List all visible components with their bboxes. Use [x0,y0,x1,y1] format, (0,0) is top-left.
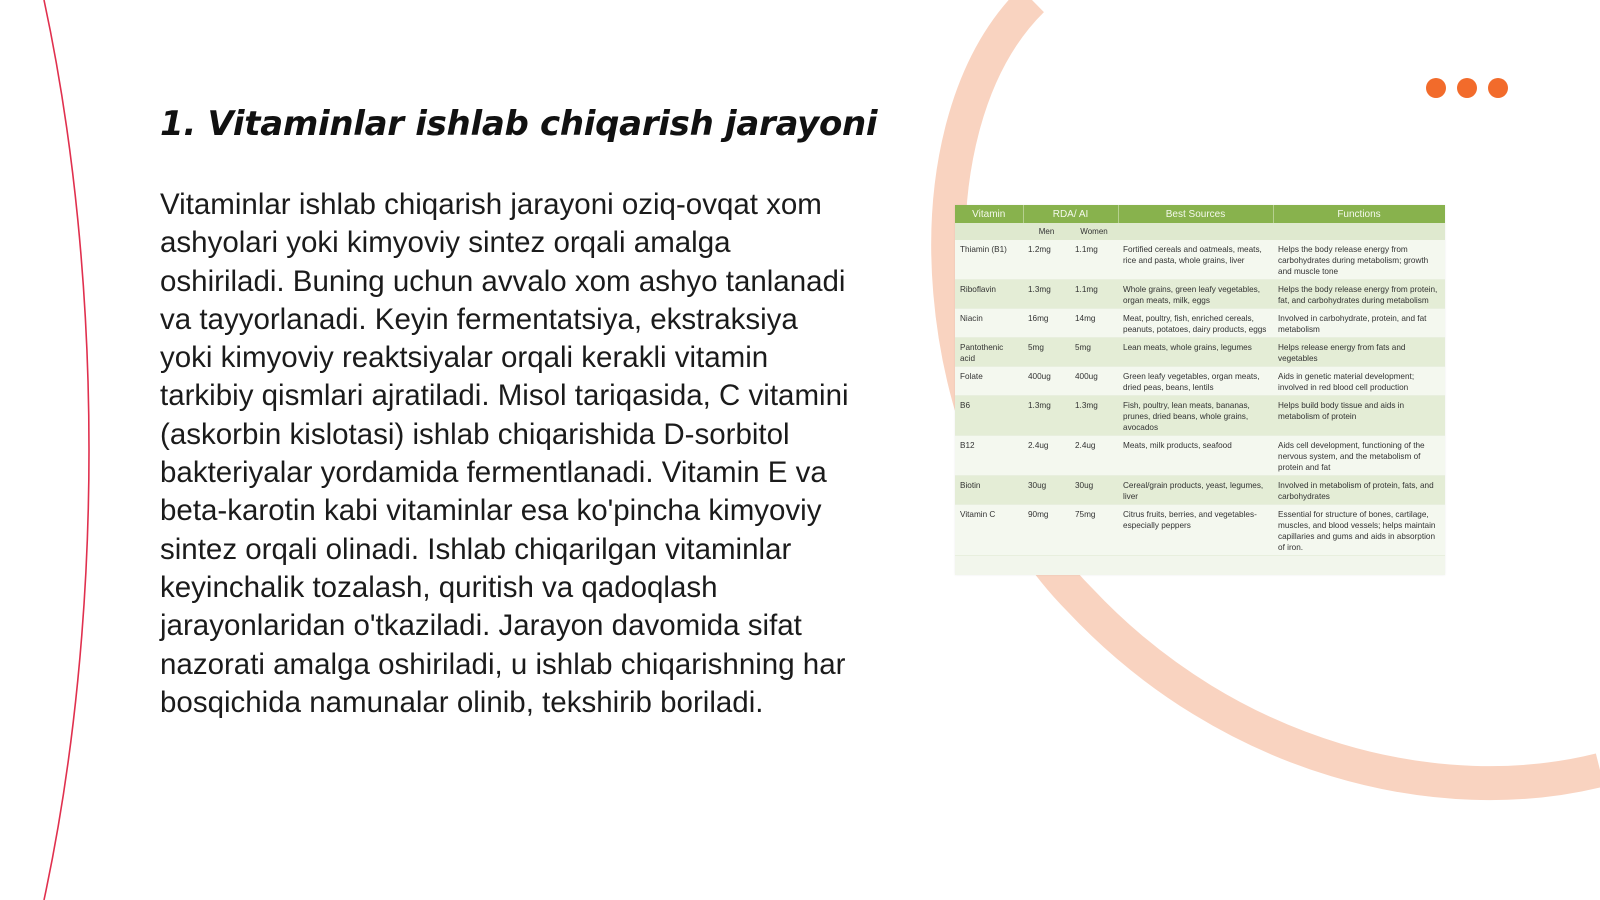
cell-sources: Fish, poultry, lean meats, bananas, prunes, dried beans, whole grains, avocados [1118,396,1273,436]
cell-functions: Helps the body release energy from carbohydrates during metabolism; growth and muscle tone [1273,240,1445,280]
orange-dot [1426,78,1446,98]
table-row [955,280,1445,309]
table-subheader-row [955,223,1445,240]
cell-sources: Whole grains, green leafy vegetables, organ meats, milk, eggs [1118,280,1273,309]
cell-sources: Green leafy vegetables, organ meats, dried peas, beans, lentils [1118,367,1273,396]
cell-functions: Involved in metabolism of protein, fats, and carbohydrates [1273,476,1445,505]
subheader-empty [1118,223,1273,240]
table-row [955,367,1445,396]
dots-decoration [1426,78,1508,98]
cell-sources: Lean meats, whole grains, legumes [1118,338,1273,367]
cell-functions: Aids in genetic material development; involved in red blood cell production [1273,367,1445,396]
slide-title: 1. Vitaminlar ishlab chiqarish jarayoni [160,104,878,144]
cell-women: 5mg [1070,338,1118,367]
cell-women: 2.4ug [1070,436,1118,476]
cell-vitamin: Pantothenic acid [955,338,1023,367]
cell-sources: Cereal/grain products, yeast, legumes, liver [1118,476,1273,505]
cell-women: 1.1mg [1070,280,1118,309]
cell-women: 14mg [1070,309,1118,338]
table-row [955,396,1445,436]
cell-men: 400ug [1023,367,1070,396]
column-header-vitamin: Vitamin [955,205,1023,223]
cell-sources: Meat, poultry, fish, enriched cereals, peanuts, potatoes, dairy products, eggs [1118,309,1273,338]
column-header-rda: RDA/ AI [1023,205,1118,223]
table-row [955,240,1445,280]
table-row [955,436,1445,476]
table-row [955,505,1445,556]
cell-vitamin: Niacin [955,309,1023,338]
cell-women: 1.1mg [1070,240,1118,280]
cell-vitamin: Thiamin (B1) [955,240,1023,280]
column-header-functions: Functions [1273,205,1445,223]
cell-vitamin: Folate [955,367,1023,396]
cell-sources: Citrus fruits, berries, and vegetables- especially peppers [1118,505,1273,556]
cell-sources: Meats, milk products, seafood [1118,436,1273,476]
left-red-curve [44,0,89,900]
cell-women: 1.3mg [1070,396,1118,436]
cell-sources: Fortified cereals and oatmeals, meats, rice and pasta, whole grains, liver [1118,240,1273,280]
cell-women: 400ug [1070,367,1118,396]
cell-functions: Essential for structure of bones, cartilage, muscles, and blood vessels; helps maintain capillaries and gums and aids in absorption of iron. [1273,505,1445,556]
cell-men: 1.3mg [1023,280,1070,309]
column-header-sources: Best Sources [1118,205,1273,223]
vitamin-table [955,205,1445,556]
cell-vitamin: B6 [955,396,1023,436]
cell-functions: Aids cell development, functioning of the nervous system, and the metabolism of protein and fat [1273,436,1445,476]
cell-men: 2.4ug [1023,436,1070,476]
cell-men: 16mg [1023,309,1070,338]
cell-vitamin: B12 [955,436,1023,476]
cell-functions: Helps the body release energy from protein, fat, and carbohydrates during metabolism [1273,280,1445,309]
cell-vitamin: Biotin [955,476,1023,505]
cell-functions: Helps build body tissue and aids in metabolism of protein [1273,396,1445,436]
table-row [955,309,1445,338]
cell-functions: Helps release energy from fats and vegetables [1273,338,1445,367]
cell-functions: Involved in carbohydrate, protein, and fat metabolism [1273,309,1445,338]
subheader-empty [1273,223,1445,240]
cell-men: 1.3mg [1023,396,1070,436]
cell-men: 30ug [1023,476,1070,505]
orange-dot [1457,78,1477,98]
cell-vitamin: Vitamin C [955,505,1023,556]
table-row [955,338,1445,367]
table-body [955,240,1445,556]
subheader-empty [955,223,1023,240]
cell-men: 1.2mg [1023,240,1070,280]
cell-men: 5mg [1023,338,1070,367]
vitamin-table-image [955,205,1445,575]
subheader-women: Women [1070,223,1118,240]
orange-dot [1488,78,1508,98]
table-row [955,476,1445,505]
cell-women: 30ug [1070,476,1118,505]
cell-men: 90mg [1023,505,1070,556]
slide-body-text: Vitaminlar ishlab chiqarish jarayoni oziq-ovqat xom ashyolari yoki kimyoviy sintez orqali amalga oshiriladi. Buning uchun avvalo xom ashyo tanlanadi va tayyorlanadi. Keyin fermentatsiya, ekstraksiya yoki kimyoviy reaktsiyalar orqali kerakli vitamin tarkibiy qismlari ajratiladi. Misol tariqasida, C vitamini (askorbin kislotasi) ishlab chiqarishida D-sorbitol bakteriyalar yordamida fermentlanadi. Vitamin E va beta-karotin kabi vitaminlar esa ko'pincha kimyoviy sintez orqali olinadi. Ishlab chiqarilgan vitaminlar keyinchalik tozalash, quritish va qadoqlash jarayonlaridan o'tkaziladi. Jarayon davomida sifat nazorati amalga oshiriladi, u ishlab chiqarishning har bosqichida namunalar olinib, tekshirib boriladi. [160,188,849,719]
subheader-men: Men [1023,223,1070,240]
cell-vitamin: Riboflavin [955,280,1023,309]
table-header-row [955,205,1445,223]
cell-women: 75mg [1070,505,1118,556]
